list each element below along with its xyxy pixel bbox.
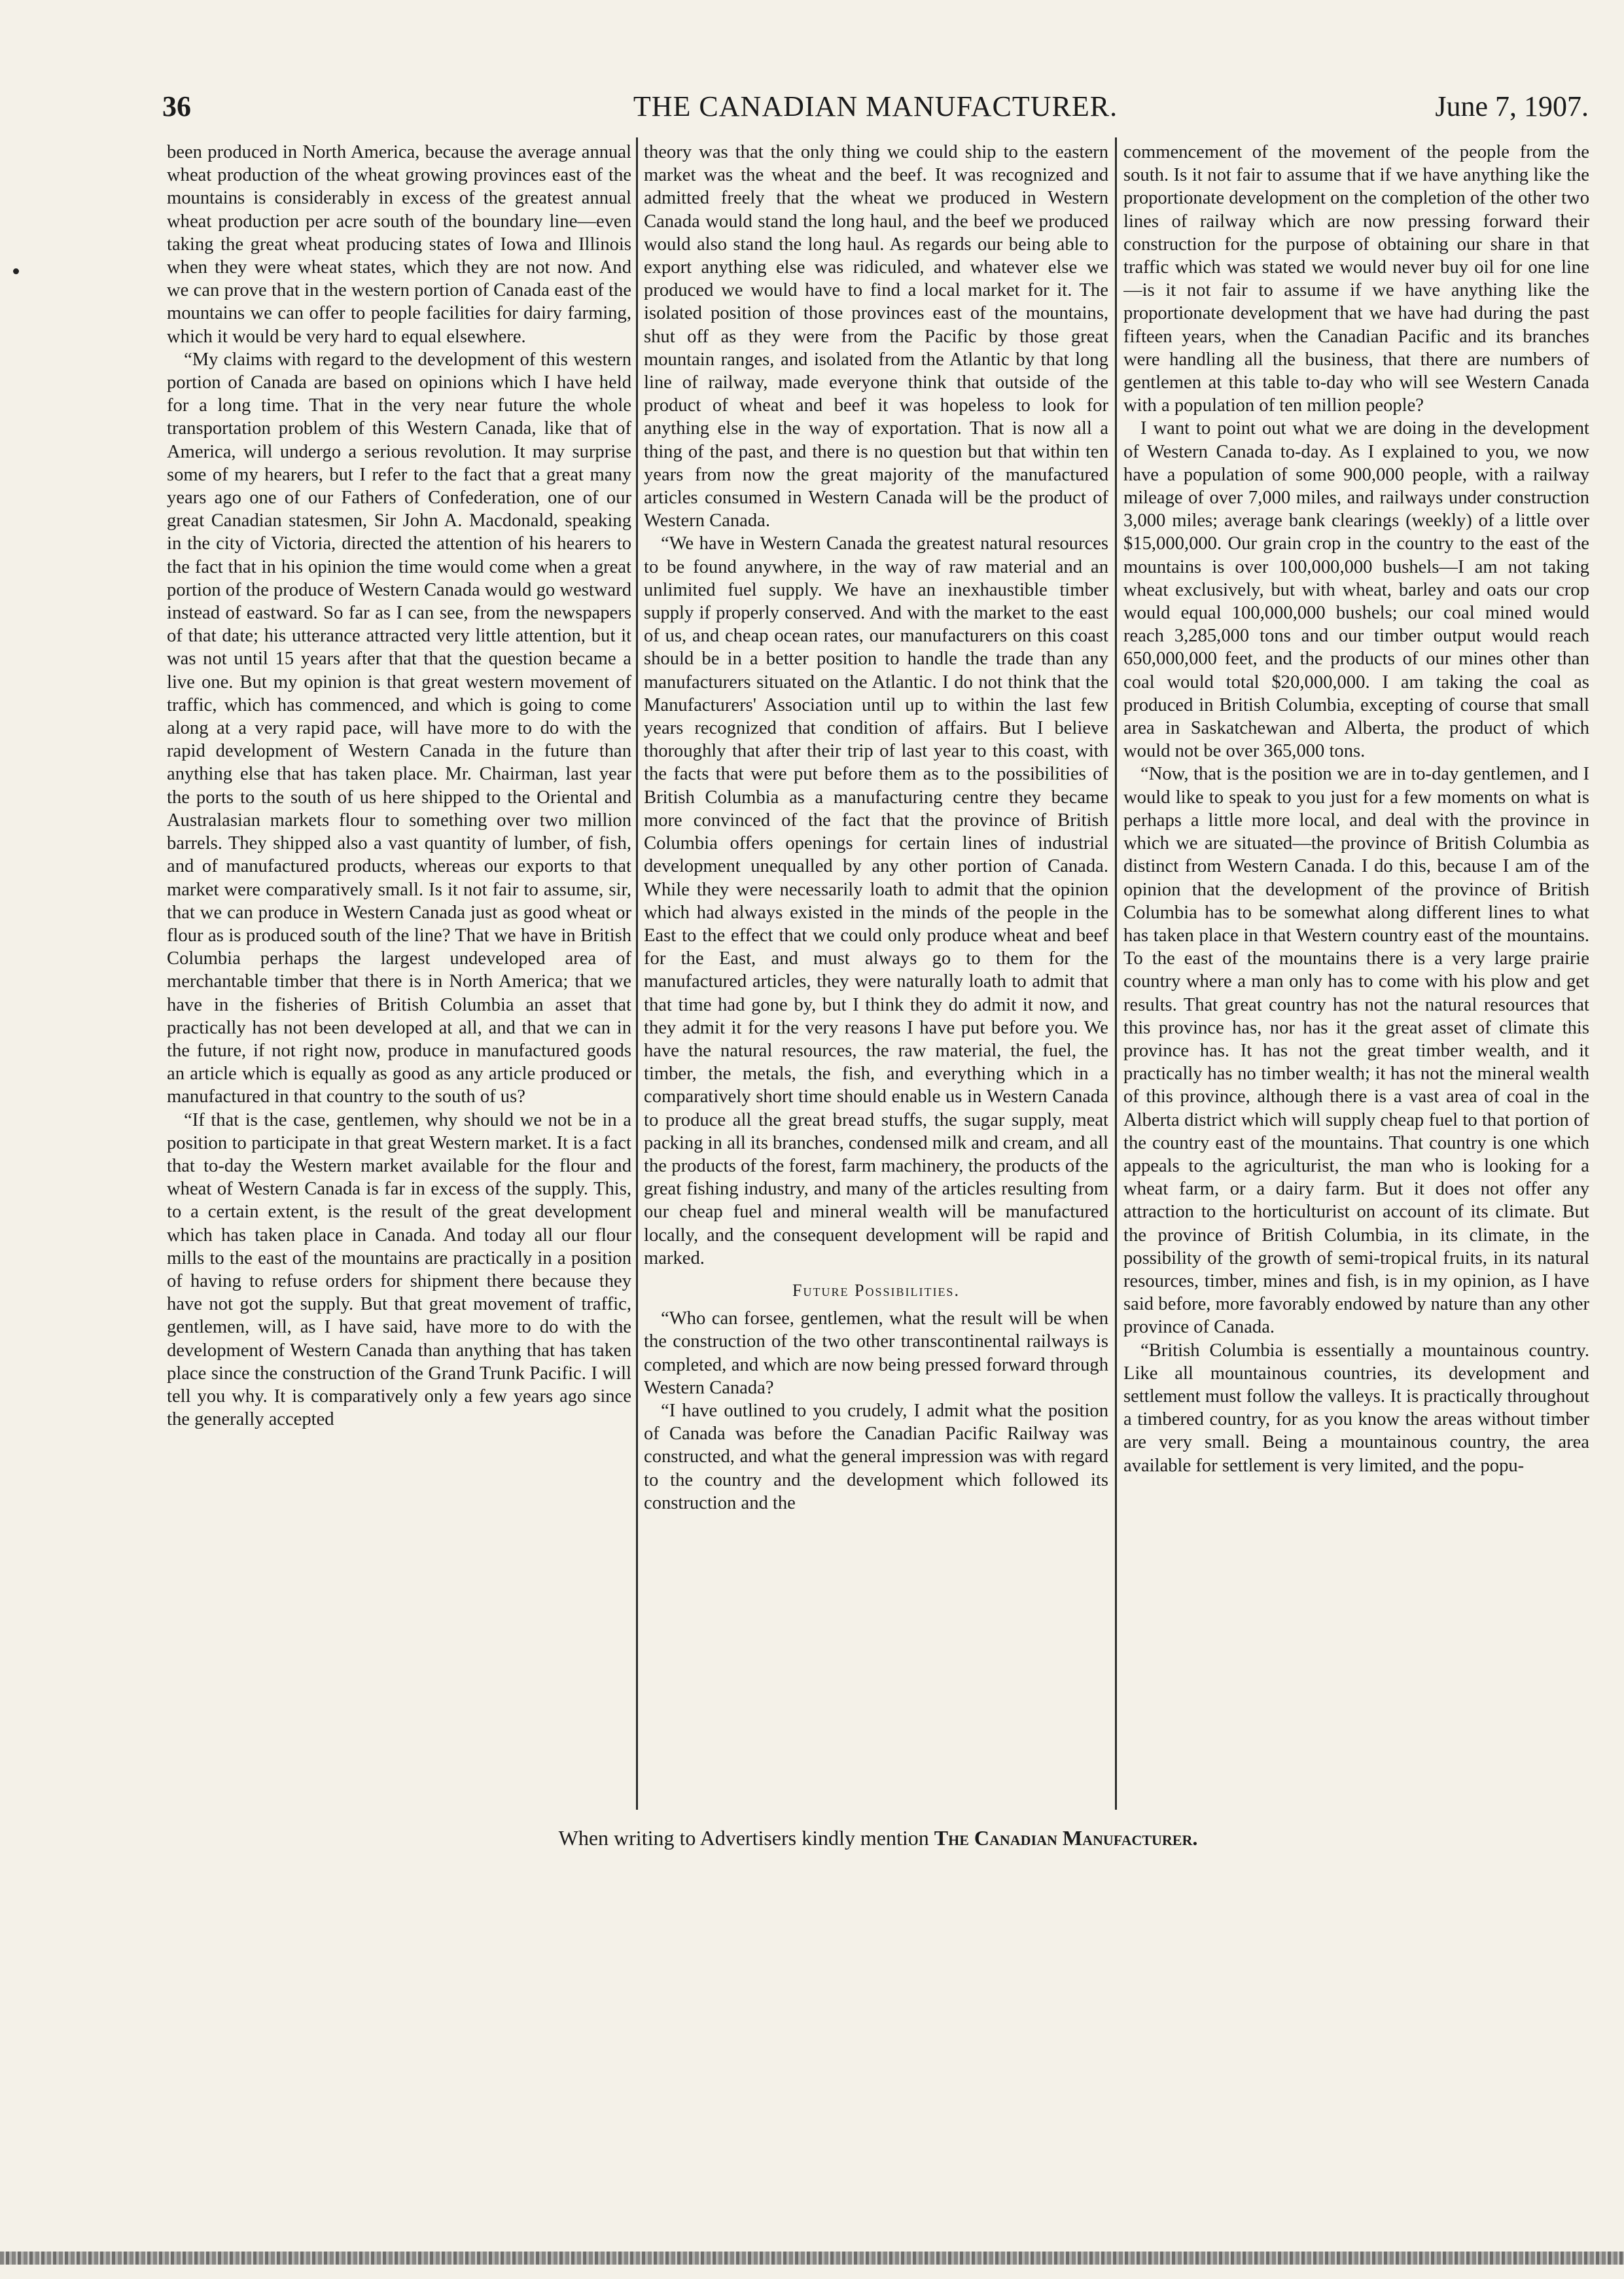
column-divider: [1115, 137, 1117, 1810]
footer-prefix: When writing to Advertisers kindly mention: [558, 1826, 929, 1850]
paragraph: “Now, that is the position we are in to-day gentlemen, and I would like to speak to you just for a few moments on what is perhaps a little more local, and deal with the province in which we are situated—the province of British Columbia as distinct from Western Canada. I do this, because I am of the opinion that the development of the province of British Columbia has to be somewhat along different lines to what has taken place in that Western country east of the mountains. To the east of the mountains there is a very large prairie country where a man only has to come with his plow and get results. That great country has not the natural resources that this province has, nor has it the great asset of climate this province has. It has not the great timber wealth, and it practically has no timber wealth; it has not the mineral wealth of this province, although there is a vast area of coal in the Alberta district which will supply cheap fuel to that portion of the country east of the mountains. That country is one which appeals to the agriculturist, the man who is looking for a wheat farm, or a dairy farm. But it does not offer any attraction to the horticulturist on account of its climate. But the province of British Columbia, in its climate, in the possibility of the growth of semi-tropical fruits, in its natural resources, timber, mines and fish, is in my opinion, as I have said before, more favorably endowed by nature than any other province of Canada.: [1123, 764, 1589, 1338]
paragraph: commencement of the movement of the people from the south. Is it not fair to assume that if we have anything like the proportionate development on the completion of the other two lines of railway which are now pressing forward their construction for the purpose of obtaining our share in that traffic which was stated we would never buy oil for one line—is it not fair to assume if we have anything like the proportionate development that we have had during the past fifteen years, when the Canadian Pacific and its branches were handling all the business, that there are numbers of gentlemen at this table to-day who will see Western Canada with a population of ten million people?: [1123, 142, 1589, 416]
margin-ink-dot: [13, 268, 19, 274]
paragraph: I want to point out what we are doing in the development of Western Canada to-day. As I explained to you, we now have a population of some 900,000 people, with a railway mileage of over 7,000 miles, and railways under construction 3,000 miles; average bank clearings (weekly) of a little over $15,000,000. Our grain crop in the country to the east of the mountains is over 100,000,000 bushels—I am not taking wheat exclusively, but with wheat, barley and oats our crop would equal 100,000,000 bushels; our coal mined would reach 3,285,000 tons and our timber output would reach 650,000,000 feet, and the products of our mines other than coal would total $20,000,000. I am taking the coal as produced in British Columbia, excepting of course that small area in Saskatchewan and Alberta, the product of which would not be over 365,000 tons.: [1123, 418, 1589, 762]
paragraph: “My claims with regard to the development of this western portion of Canada are based on opinions which I have held for a long time. That in the very near future the whole transportation problem of this Western Canada, like that of America, will undergo a serious revolution. It may surprise some of my hearers, but I refer to the fact that a great many years ago one of our Fathers of Confederation, one of our great Canadian statesmen, Sir John A. Macdonald, speaking in the city of Victoria, directed the attention of his hearers to the fact that in his opinion the time would come when a great portion of the produce of Western Canada would go westward instead of eastward. So far as I can see, from the newspapers of that date; his utterance attracted very little attention, but it was not until 15 years after that that the question became a live one. But my opinion is that great western movement of traffic, which has commenced, and which is going to come along at a very rapid pace, will have more to do with the rapid development of Western Canada in the future than anything else that has taken place. Mr. Chairman, last year the ports to the south of us here shipped to the Oriental and Australasian markets flour to something over two million barrels. They shipped also a vast quantity of lumber, of fish, and of manufactured products, whereas our exports to that market were comparatively small. Is it not fair to assume, sir, that we can produce in Western Canada just as good wheat or flour as is produced south of the line? That we have in British Columbia perhaps the largest undeveloped area of merchantable timber that there is in North America; that we have in the fisheries of British Columbia an asset that practically has not been developed at all, and that we can in the future, if not right now, produce in manufactured goods an article which is equally as good as any article produced or manufactured in that country to the south of us?: [167, 349, 631, 1107]
paragraph: theory was that the only thing we could ship to the eastern market was the wheat and the beef. It was recognized and admitted freely that the wheat we produced in Western Canada would stand the long haul, and the beef we produced would also stand the long haul. As regards our being able to export anything else was ridiculed, and whatever else we produced we would have to find a local market for it. The isolated position of those provinces east of the mountains, shut off as they were from the Pacific by those great mountain ranges, and isolated from the Atlantic by that long line of railway, made everyone think that outside of the product of wheat and beef it was hopeless to look for anything else in the way of exportation. That is now all a thing of the past, and there is no question but that within ten years from now the great majority of the manufactured articles consumed in Western Canada will be the product of Western Canada.: [644, 142, 1108, 531]
paragraph: “I have outlined to you crudely, I admit what the position of Canada was before the Canadian Pacific Railway was constructed, and what the general impression was with regard to the country and the development which followed its construction and the: [644, 1400, 1108, 1513]
section-subheading: Future Possibilities.: [792, 1280, 960, 1300]
paragraph: “Who can forsee, gentlemen, what the result will be when the construction of the two other transcontinental railways is completed, and which are now being pressed forward through Western Canada?: [644, 1308, 1108, 1398]
footer-publication: The Canadian Manufacturer.: [934, 1826, 1198, 1850]
column-1: [167, 141, 631, 1806]
column-divider: [636, 137, 638, 1810]
paragraph: been produced in North America, because the average annual wheat production of the wheat growing provinces east of the mountains is considerably in excess of the greatest annual wheat production per acre south of the boundary line—even taking the great wheat producing states of Iowa and Illinois when they were wheat states, which they are not now. And we can prove that in the western portion of Canada east of the mountains we can offer to people facilities for dairy farming, which it would be very hard to equal elsewhere.: [167, 142, 631, 347]
issue-date: June 7, 1907.: [1435, 90, 1589, 122]
advertiser-footer: [167, 1826, 1589, 1850]
column-2: [644, 141, 1108, 1806]
paragraph: “We have in Western Canada the greatest natural resources to be found anywhere, in the way of raw material and an unlimited fuel supply. We have an inexhaustible timber supply if properly conserved. And with the market to the east of us, and cheap ocean rates, our manufacturers on this coast should be in a better position to handle the trade than any manufacturers situated on the Atlantic. I do not think that the Manufacturers' Association until up to within the last few years recognized that condition of affairs. But I believe thoroughly that after their trip of last year to this coast, with the facts that were put before them as to the possibilities of British Columbia as a manufacturing centre they became more convinced of the fact that the province of British Columbia offers openings for certain lines of industrial development unequalled by any other portion of Canada. While they were necessarily loath to admit that the opinion which had always existed in the minds of the people in the East to the effect that we could only produce wheat and beef for the East, and must always go to them for the manufactured articles, they were naturally loath to admit that that time had gone by, but I think they do admit it now, and they admit it for the very reasons I have put before you. We have the natural resources, the raw material, the fuel, the timber, the metals, the fish, and everything which in a comparatively short time should enable us in Western Canada to produce all the great bread stuffs, the sugar supply, meat packing in all its branches, condensed milk and cream, and all the products of the forest, farm machinery, the products of the great fishing industry, and many of the articles resulting from our cheap fuel and mineral wealth will be manufactured locally, and the consequent development will be rapid and marked.: [644, 533, 1108, 1268]
publication-title: THE CANADIAN MANUFACTURER.: [633, 90, 1118, 122]
column-3: [1123, 141, 1589, 1806]
page-header: [162, 84, 1589, 130]
paragraph: “If that is the case, gentlemen, why should we not be in a position to participate in that great Western market. It is a fact that to-day the Western market available for the flour and wheat of Western Canada is far in excess of the supply. This, to a certain extent, is the result of the great development which has taken place in Canada. And today all our flour mills to the east of the mountains are practically in a position of having to refuse orders for shipment there because they have not got the supply. But that great movement of traffic, gentlemen, will, as I have said, have more to do with the development of Western Canada than anything that has taken place since the construction of the Grand Trunk Pacific. I will tell you why. It is comparatively only a few years ago since the generally accepted: [167, 1109, 631, 1430]
page-number: 36: [162, 90, 191, 122]
scan-edge-strip: [0, 2252, 1624, 2265]
paragraph: “British Columbia is essentially a mountainous country. Like all mountainous countries, its development and settlement must follow the valleys. It is practically throughout a timbered country, for as you know the areas without timber are very small. Being a mountainous country, the area available for settlement is very limited, and the popu-: [1123, 1340, 1589, 1476]
